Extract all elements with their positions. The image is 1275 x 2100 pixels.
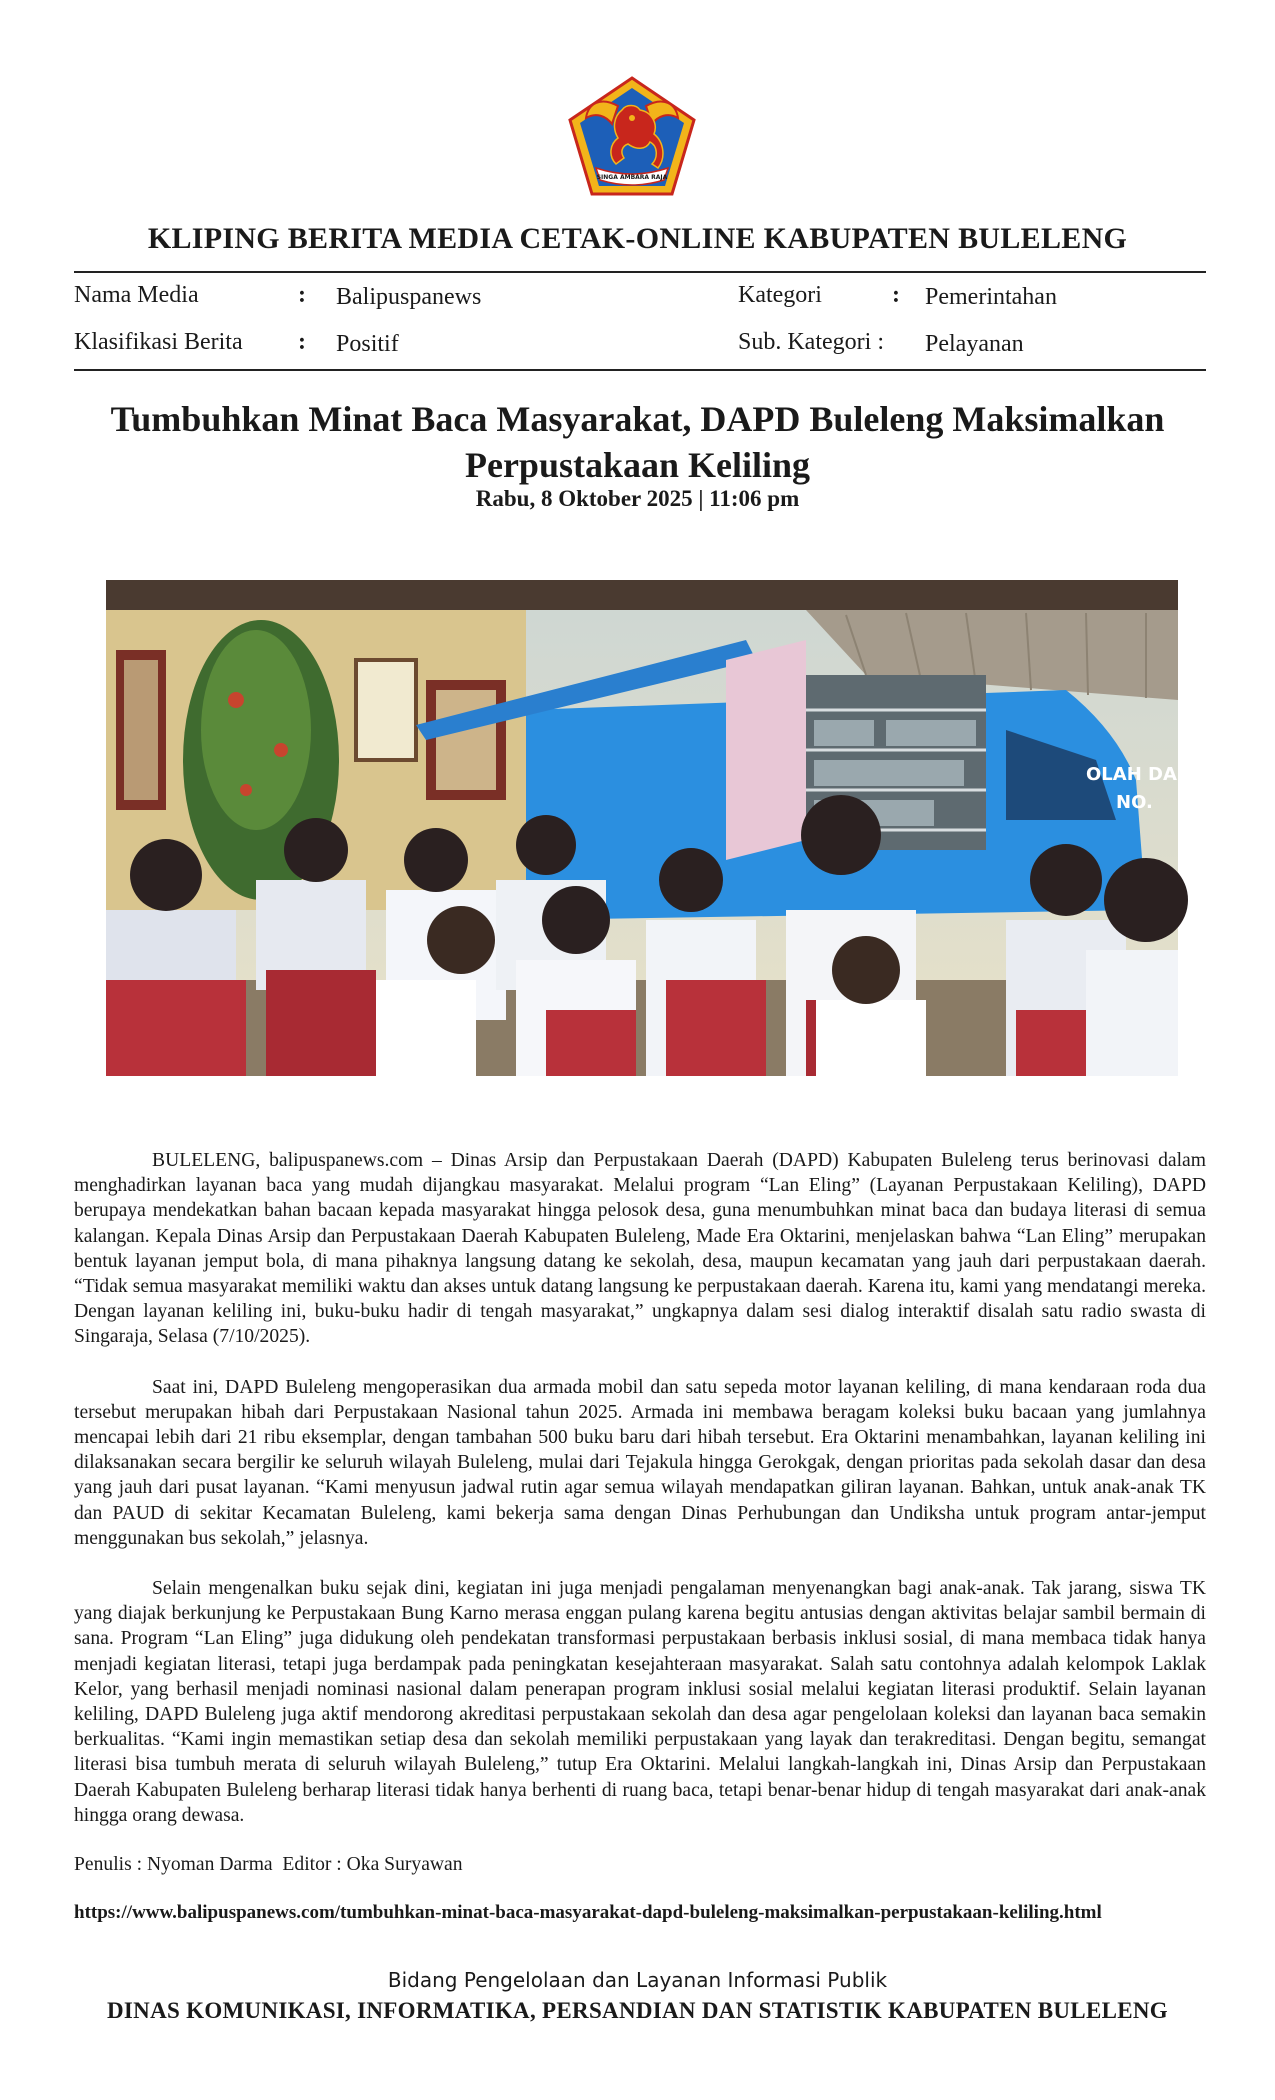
- media-value: Balipuspanews: [336, 284, 482, 310]
- buleleng-regency-crest-icon: [566, 76, 698, 200]
- headline-line-2: Perpustakaan Keliling: [464, 445, 811, 485]
- footer-division: Bidang Pengelolaan dan Layanan Informasi Publik: [387, 1968, 888, 1992]
- meta-divider: [74, 369, 1206, 371]
- classification-separator: :: [298, 329, 306, 355]
- article-headline: [60, 396, 1215, 488]
- article-paragraph-2: Saat ini, DAPD Buleleng mengoperasikan dua armada mobil dan satu sepeda motor layanan keliling, di mana kendaraan roda dua tersebut merupakan hibah dari Perpustakaan Nasional tahun 2025. Armada ini membawa beragam koleksi buku bacaan yang jumlahnya mencapai lebih dari 21 ribu eksemplar, dengan tambahan 500 buku baru dari hibah tersebut. Era Oktarini menambahkan, layanan keliling ini dilaksanakan secara bergilir ke seluruh wilayah Buleleng, mulai dari Tejakula hingga Gerokgak, dengan prioritas pada sekolah dasar dan desa yang jauh dari pusat layanan. “Kami menyusun jadwal rutin agar semua wilayah mendapatkan giliran layanan. Bahkan, untuk anak-anak TK dan PAUD di sekitar Kecamatan Buleleng, kami bekerja sama dengan Dinas Perhubungan dan Undiksha untuk program antar-jemput menggunakan bus sekolah,” jelasnya.: [74, 1376, 1206, 1549]
- article-photo: [106, 580, 1204, 1076]
- article-body: [74, 1148, 1206, 1853]
- article-paragraph-3: Selain mengenalkan buku sejak dini, kegiatan ini juga menjadi pengalaman menyenangkan bagi anak-anak. Tak jarang, siswa TK yang diajak berkunjung ke Perpustakaan Bung Karno merasa enggan pulang karena begitu antusias dengan aktivitas belajar sambil bermain di sana. Program “Lan Eling” juga didukung oleh pendekatan transformasi perpustakaan berbasis inklusi sosial, di mana membaca tidak hanya menjadi kegiatan literasi, tetapi juga berdampak pada peningkatan kesejahteraan masyarakat. Salah satu contohnya adalah kelompok Laklak Kelor, yang berhasil menjadi nominasi nasional dalam penerapan program inklusi sosial melalui kegiatan literasi produktif. Selain layanan keliling, DAPD Buleleng juga aktif mendorong akreditasi perpustakaan sekolah dan desa agar pengelolaan koleksi dan layanan baca semakin berkualitas. “Kami ingin memastikan setiap desa dan sekolah memiliki perpustakaan yang layak dan terakreditasi. Dengan begitu, semangat literasi bisa tumbuh merata di seluruh wilayah Buleleng,” tutup Era Oktarini. Melalui langkah-langkah ini, Dinas Arsip dan Perpustakaan Daerah Kabupaten Buleleng berharap literasi tidak hanya berhenti di ruang baca, tetapi benar-benar hidup di tengah masyarakat dari anak-anak hingga orang dewasa.: [74, 1578, 1206, 1826]
- classification-label: Klasifikasi Berita: [74, 329, 243, 355]
- article-dateline: Rabu, 8 Oktober 2025 | 11:06 pm: [475, 486, 800, 511]
- media-label: Nama Media: [74, 282, 199, 308]
- top-divider: [74, 271, 1206, 273]
- classification-value: Positif: [336, 331, 399, 357]
- van-text-2: NO.: [1116, 792, 1153, 813]
- subcategory-value: Pelayanan: [925, 331, 1024, 357]
- subcategory-label: Sub. Kategori :: [738, 329, 884, 355]
- page-title: KLIPING BERITA MEDIA CETAK-ONLINE KABUPATEN BULELENG: [147, 222, 1128, 255]
- buleleng-crest-logo: [566, 76, 698, 200]
- category-label: Kategori: [738, 282, 822, 308]
- van-text-1: OLAH DASA: [1086, 764, 1204, 785]
- category-value: Pemerintahan: [925, 284, 1057, 310]
- article-paragraph-1: BULELENG, balipuspanews.com – Dinas Arsip dan Perpustakaan Daerah (DAPD) Kabupaten Buleleng terus berinovasi dalam menghadirkan layanan baca yang mudah dijangkau masyarakat. Melalui program “Lan Eling” (Layanan Perpustakaan Keliling), DAPD berupaya mendekatkan bahan bacaan kepada masyarakat hingga pelosok desa, guna menumbuhkan minat baca dan budaya literasi di semua kalangan. Kepala Dinas Arsip dan Perpustakaan Daerah Kabupaten Buleleng, Made Era Oktarini, menjelaskan bahwa “Lan Eling” merupakan bentuk layanan jemput bola, di mana pihaknya langsung datang ke sekolah, desa, maupun kecamatan yang jauh dari perpustakaan daerah. “Tidak semua masyarakat memiliki waktu dan akses untuk datang langsung ke perpustakaan daerah. Karena itu, kami yang mendatangi mereka. Dengan layanan keliling ini, buku-buku hadir di tengah masyarakat,” ungkapnya dalam sesi dialog interaktif disalah satu radio swasta di Singaraja, Selasa (7/10/2025).: [74, 1150, 1206, 1348]
- crest-motto: SINGA AMBARA RAJA: [596, 174, 668, 181]
- category-separator: :: [892, 282, 900, 308]
- footer-agency: DINAS KOMUNIKASI, INFORMATIKA, PERSANDIAN DAN STATISTIK KABUPATEN BULELENG: [107, 1998, 1168, 2023]
- article-credits: Penulis : Nyoman Darma Editor : Oka Suryawan: [74, 1854, 463, 1875]
- media-separator: :: [298, 282, 306, 308]
- headline-line-1: Tumbuhkan Minat Baca Masyarakat, DAPD Buleleng Maksimalkan: [110, 399, 1165, 439]
- mobile-library-photo: [106, 580, 1204, 1076]
- source-url-link[interactable]: https://www.balipuspanews.com/tumbuhkan-minat-baca-masyarakat-dapd-buleleng-maksimalkan-perpustakaan-keliling.html: [74, 1902, 1102, 1923]
